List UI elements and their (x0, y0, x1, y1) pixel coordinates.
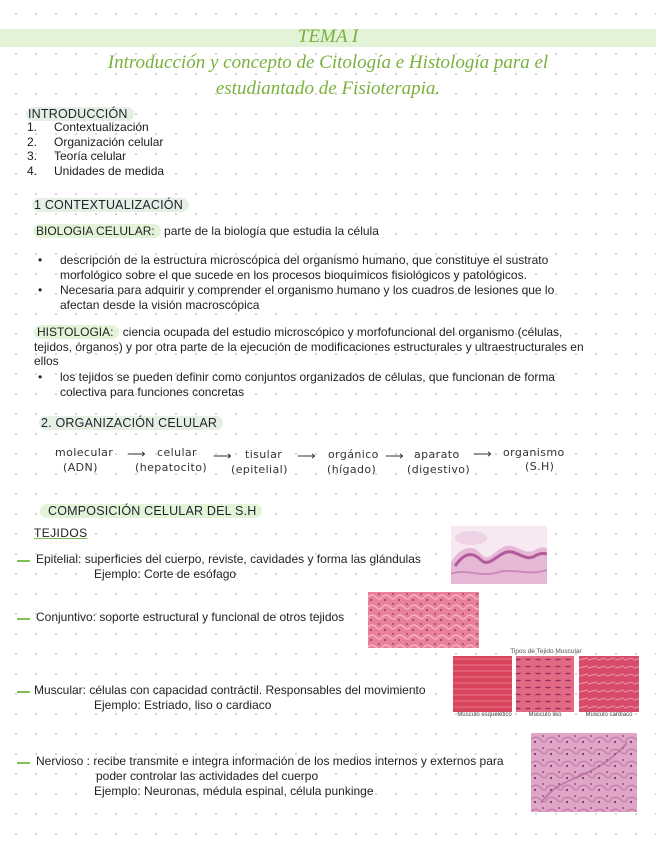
arrow-icon: ⟶ (127, 446, 146, 461)
muscle-label: Músculo cardíaco (585, 712, 633, 718)
flow-step-example: (epitelial) (231, 463, 288, 476)
arrow-icon: ⟶ (213, 448, 232, 463)
esophagus-section-image (451, 526, 547, 584)
list-item: • los tejidos se pueden definir como conjuntos organizados de células, que funcionan de forma colectiva para funciones concretas (38, 370, 555, 399)
flow-step-example: (S.H) (525, 460, 555, 473)
nervous-tissue-image (531, 733, 637, 812)
epitelial-example: Ejemplo: Corte de esófago (94, 567, 237, 581)
nervioso-text-continued: poder controlar las actividades del cuerpo (96, 769, 319, 783)
tejidos-label: TEJIDOS (34, 526, 88, 540)
page-subtitle-line2: estudiantado de Fisioterapia. (215, 78, 441, 99)
biologia-celular-definition: BIOLOGIA CELULAR: parte de la biología que estudia la célula (33, 224, 379, 239)
flow-step-example: (hepatocito) (135, 461, 208, 474)
flow-step: celular (157, 446, 197, 459)
page-subtitle-line1: Introducción y concepto de Citología e Histología para el (107, 52, 549, 73)
muscle-tissue-types-image (453, 656, 639, 712)
conjuntivo-text: Conjuntivo: soporte estructural y funcional de otros tejidos (36, 610, 345, 624)
flow-step: molecular (55, 446, 114, 459)
section1-heading: 1 CONTEXTUALIZACIÓN (32, 198, 189, 212)
flow-step: orgánico (328, 448, 379, 461)
flow-step: aparato (414, 448, 460, 461)
muscular-example: Ejemplo: Estriado, liso o cardiaco (94, 698, 272, 712)
histologia-definition: HISTOLOGIA: ciencia ocupada del estudio microscópico y morfofuncional del organismo (células, tejidos, órganos) y por otra parte de la ejecución de modificaciones estructurales y ultraestructurales en ellos (34, 325, 584, 368)
nervioso-text: Nervioso : recibe transmite e integra información de los medios internos y externos para (36, 754, 504, 768)
list-item: 2. Organización celular (27, 134, 164, 149)
flow-step-example: (ADN) (63, 461, 98, 474)
section2-heading: 2. ORGANIZACIÓN CELULAR (39, 416, 223, 430)
list-item: • descripción de la estructura microscópica del organismo humano, que constituye el sustrato morfológico sobre el que sucede en los procesos bioquímicos fisiológicos y patológicos. (38, 253, 549, 282)
list-item: 4. Unidades de medida (27, 164, 165, 179)
muscle-label: Músculo esquelético (457, 712, 512, 718)
arrow-icon: ⟶ (385, 448, 404, 463)
epitelial-text: Epitelial: superficies del cuerpo, reviste, cavidades y forma las glándulas (36, 552, 421, 566)
intro-heading: INTRODUCCIÓN (26, 107, 134, 121)
list-item: 1. Contextualización (27, 120, 149, 134)
dash-marker (17, 762, 30, 764)
list-item: • Necesaria para adquirir y comprender el organismo humano y los cuadros de lesiones que lo afectan desde la visión macroscópica (38, 283, 555, 312)
histologia-term: HISTOLOGIA: (34, 325, 119, 339)
biologia-celular-term: BIOLOGIA CELULAR: (33, 224, 161, 238)
dash-marker (17, 618, 30, 620)
dash-marker (17, 560, 30, 562)
flow-step-example: (digestivo) (407, 463, 471, 476)
muscular-text: Muscular: células con capacidad contráctil. Responsables del movimiento (34, 683, 426, 697)
muscle-label: Músculo liso (528, 712, 562, 718)
flow-step: organismo (503, 446, 565, 459)
nervioso-example: Ejemplo: Neuronas, médula espinal, célula punkinge (94, 784, 374, 798)
dash-marker (17, 691, 30, 693)
flow-step-example: (hígado) (327, 463, 377, 476)
arrow-icon: ⟶ (297, 448, 316, 463)
list-item: 3. Teoría celular (27, 149, 127, 164)
page-title: TEMA I (297, 26, 359, 47)
muscle-figure-title: Tipos de Tejido Muscular (510, 648, 582, 655)
composicion-heading: COMPOSICIÓN CELULAR DEL S.H (40, 504, 262, 518)
organization-flow (55, 446, 595, 480)
connective-tissue-image (368, 592, 479, 648)
intro-list (27, 120, 164, 179)
arrow-icon: ⟶ (473, 446, 492, 461)
flow-step: tisular (245, 448, 283, 461)
